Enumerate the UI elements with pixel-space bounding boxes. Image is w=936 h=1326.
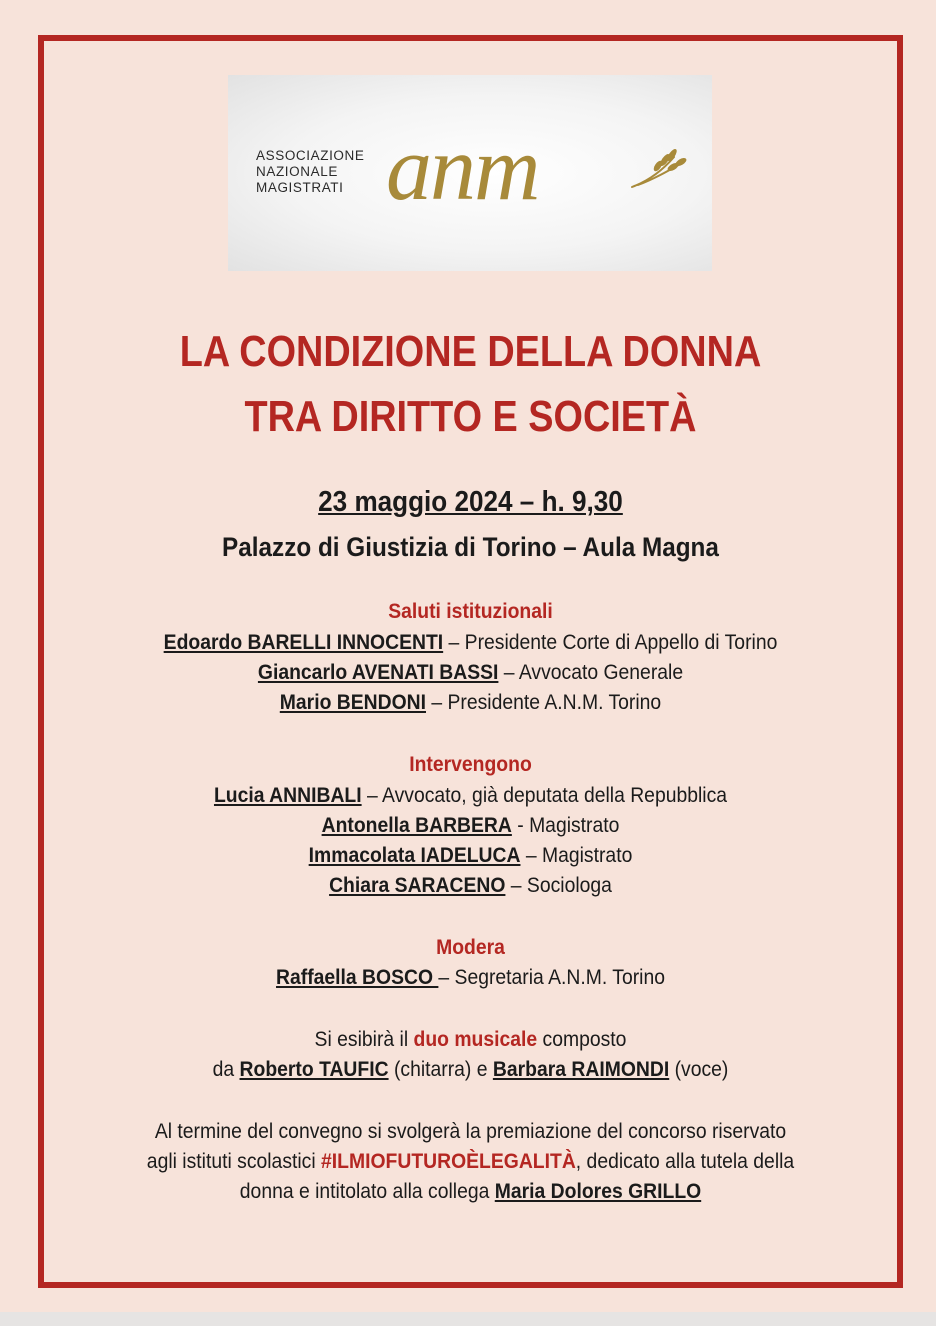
- event-title-line-1: LA CONDIZIONE DELLA DONNA: [179, 327, 762, 376]
- speaker-name: Lucia ANNIBALI: [213, 783, 362, 807]
- speaker-role: – Segretaria A.N.M. Torino: [438, 965, 665, 989]
- logo-anm-mark: anm: [386, 117, 539, 219]
- event-date: [81, 485, 860, 519]
- speaker-row: [81, 627, 860, 657]
- music-line-1: [81, 1024, 860, 1054]
- music-line-2: [81, 1054, 860, 1084]
- speaker-name: Antonella BARBERA: [321, 813, 512, 837]
- event-title-line-2: TRA DIRITTO E SOCIETÀ: [244, 392, 697, 441]
- music-text: composto: [537, 1027, 627, 1051]
- speaker-name: Raffaella BOSCO: [276, 965, 439, 989]
- logo-org-line: ASSOCIAZIONE: [256, 148, 365, 163]
- speaker-role: – Magistrato: [520, 843, 633, 867]
- speaker-row: [81, 870, 860, 900]
- hashtag: #ILMIOFUTUROÈLEGALITÀ: [321, 1149, 576, 1173]
- speaker-name: Immacolata IADELUCA: [308, 843, 521, 867]
- music-text: (voce): [669, 1057, 729, 1081]
- music-text: Si esibirà il: [314, 1027, 414, 1051]
- speaker-row: [81, 657, 860, 687]
- speaker-row: [81, 810, 860, 840]
- music-text: (chitarra) e: [388, 1057, 493, 1081]
- logo-org-line: NAZIONALE: [256, 164, 338, 179]
- section-heading-saluti: Saluti istituzionali: [388, 599, 553, 623]
- music-highlight: duo musicale: [413, 1027, 538, 1051]
- speaker-name: Edoardo BARELLI INNOCENTI: [163, 630, 444, 654]
- closing-line-3: [81, 1176, 860, 1206]
- anm-logo: [228, 75, 712, 271]
- speaker-name: Giancarlo AVENATI BASSI: [257, 660, 499, 684]
- artist-name: Roberto TAUFIC: [239, 1057, 389, 1081]
- closing-line-1: Al termine del convegno si svolgerà la premiazione del concorso riservato: [154, 1119, 787, 1143]
- logo-org-name: [256, 148, 396, 196]
- speaker-row: [81, 687, 860, 717]
- closing-text: agli istituti scolastici: [146, 1149, 322, 1173]
- section-heading-modera: Modera: [436, 935, 505, 959]
- closing-text: donna e intitolato alla collega: [239, 1179, 495, 1203]
- closing-line-2: [81, 1146, 860, 1176]
- speaker-role: – Sociologa: [505, 873, 612, 897]
- event-venue: Palazzo di Giustizia di Torino – Aula Magna: [222, 532, 719, 562]
- logo-org-line: MAGISTRATI: [256, 180, 344, 195]
- speaker-role: – Presidente Corte di Appello di Torino: [443, 630, 778, 654]
- speaker-role: – Avvocato, già deputata della Repubblica: [361, 783, 728, 807]
- artist-name: Barbara RAIMONDI: [492, 1057, 670, 1081]
- speaker-role: – Presidente A.N.M. Torino: [426, 690, 662, 714]
- speaker-row: [81, 780, 860, 810]
- music-text: da: [212, 1057, 240, 1081]
- speaker-role: – Avvocato Generale: [498, 660, 684, 684]
- speaker-role: - Magistrato: [511, 813, 620, 837]
- closing-text: , dedicato alla tutela della: [575, 1149, 795, 1173]
- wheat-icon: [628, 145, 688, 195]
- section-heading-intervengono: Intervengono: [409, 752, 532, 776]
- speaker-name: Mario BENDONI: [279, 690, 427, 714]
- event-date-text: 23 maggio 2024 – h. 9,30: [318, 486, 623, 518]
- dedicatee-name: Maria Dolores GRILLO: [494, 1179, 702, 1203]
- speaker-row: [81, 840, 860, 870]
- speaker-row: [81, 962, 860, 992]
- speaker-name: Chiara SARACENO: [329, 873, 506, 897]
